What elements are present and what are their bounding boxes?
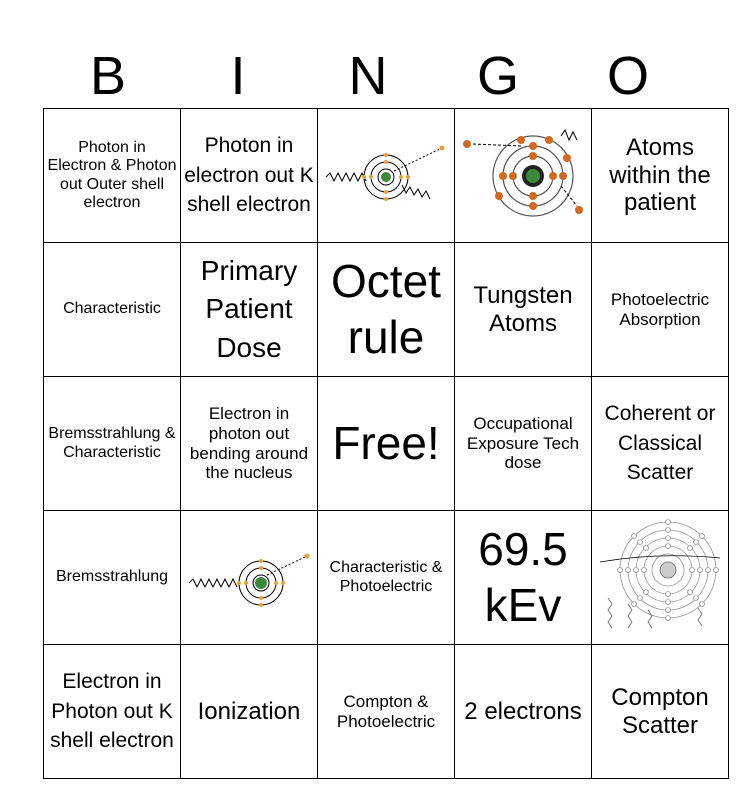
bingo-cell[interactable]: Compton & Photoelectric bbox=[318, 645, 455, 779]
bingo-cell[interactable]: Compton Scatter bbox=[592, 645, 729, 779]
bingo-cell[interactable]: Photon in electron out K shell electron bbox=[181, 109, 318, 243]
bingo-cell[interactable]: Bremsstrahlung & Characteristic bbox=[44, 377, 181, 511]
bingo-board bbox=[43, 108, 729, 779]
compton-scatter-atom-diagram bbox=[324, 141, 448, 211]
board-row bbox=[44, 109, 729, 243]
bingo-cell-image[interactable] bbox=[181, 511, 318, 645]
ionized-atom-diagram bbox=[461, 126, 585, 226]
header-letter-g: G bbox=[476, 46, 519, 106]
board-row bbox=[44, 645, 729, 779]
bingo-cell[interactable]: Free! bbox=[318, 377, 455, 511]
board-row bbox=[44, 377, 729, 511]
header-letter-i: I bbox=[230, 46, 246, 106]
tungsten-atom-shell-diagram bbox=[598, 518, 722, 638]
bingo-cell[interactable]: 2 electrons bbox=[455, 645, 592, 779]
bingo-cell[interactable]: Photoelectric Absorption bbox=[592, 243, 729, 377]
header-letter-o: O bbox=[606, 46, 649, 106]
board-row bbox=[44, 243, 729, 377]
bingo-header bbox=[43, 44, 693, 108]
bingo-cell[interactable]: Ionization bbox=[181, 645, 318, 779]
bingo-cell[interactable]: Atoms within the patient bbox=[592, 109, 729, 243]
bingo-cell-image[interactable] bbox=[455, 109, 592, 243]
bingo-cell[interactable]: Electron in photon out bending around the nucleus bbox=[181, 377, 318, 511]
bingo-cell[interactable]: Occupational Exposure Tech dose bbox=[455, 377, 592, 511]
bingo-cell[interactable]: 69.5 kEv bbox=[455, 511, 592, 645]
board-row bbox=[44, 511, 729, 645]
atom-with-incoming-photon-diagram bbox=[187, 543, 311, 613]
bingo-cell[interactable]: Coherent or Classical Scatter bbox=[592, 377, 729, 511]
bingo-cell[interactable]: Electron in Photon out K shell electron bbox=[44, 645, 181, 779]
bingo-cell[interactable]: Primary Patient Dose bbox=[181, 243, 318, 377]
bingo-cell[interactable]: Tungsten Atoms bbox=[455, 243, 592, 377]
bingo-cell[interactable]: Photon in Electron & Photon out Outer shell electron bbox=[44, 109, 181, 243]
bingo-cell-image[interactable] bbox=[592, 511, 729, 645]
bingo-cell-image[interactable] bbox=[318, 109, 455, 243]
bingo-cell[interactable]: Bremsstrahlung bbox=[44, 511, 181, 645]
bingo-cell[interactable]: Characteristic bbox=[44, 243, 181, 377]
header-letter-b: B bbox=[89, 46, 127, 106]
header-letter-n: N bbox=[348, 46, 388, 106]
bingo-cell[interactable]: Characteristic & Photoelectric bbox=[318, 511, 455, 645]
bingo-cell[interactable]: Octet rule bbox=[318, 243, 455, 377]
